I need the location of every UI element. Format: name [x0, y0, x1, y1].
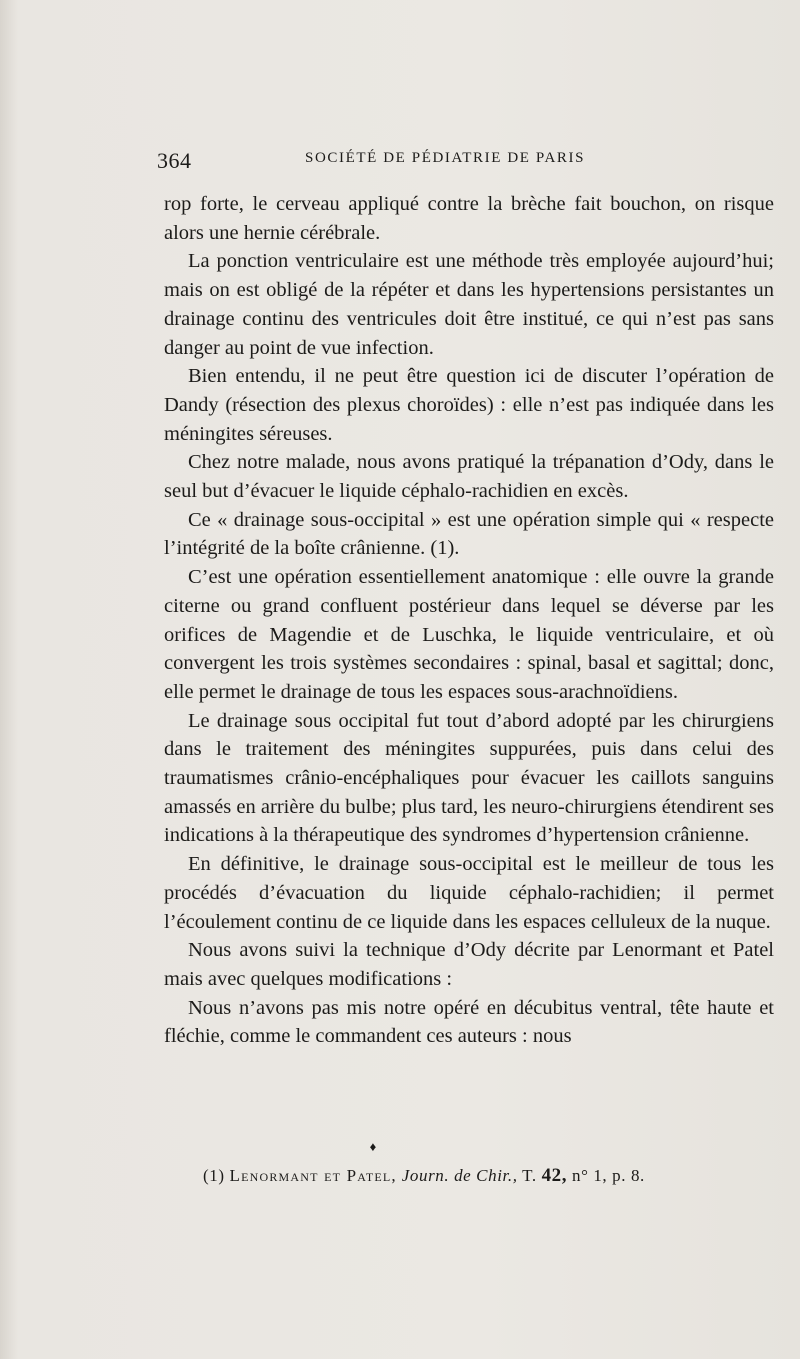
- footnote-page: p. 8.: [612, 1166, 645, 1185]
- page-header: [157, 148, 632, 180]
- paragraph-6: C’est une opération essentiellement anatomique : elle ouvre la grande citerne ou grand confluent postérieur dans lequel se déverse par les orifices de Magendie et de Luschka, le liquide ventriculaire, et où convergent les trois systèmes secondaires : spinal, basal et sagittal; donc, elle permet le drainage de tous les espaces sous-arachnoïdiens.: [164, 566, 774, 703]
- ornament-icon: ♦: [369, 1139, 377, 1154]
- paragraph-8: En définitive, le drainage sous-occipital est le meilleur de tous les procédés d’évacuation du liquide céphalo-rachidien; il permet l’écoulement continu de ce liquide dans les espaces celluleux de la nuque.: [164, 853, 774, 933]
- footnote-issue: n° 1,: [571, 1166, 608, 1185]
- page-number: 364: [157, 148, 192, 173]
- footnote-tome: 42,: [541, 1165, 568, 1186]
- paragraph-5: Ce « drainage sous-occipital » est une opération simple qui « respecte l’intégrité de la boîte crânienne. (1).: [164, 508, 774, 560]
- footnote-tome-label: T.: [522, 1166, 537, 1185]
- footnote-marker: (1): [203, 1166, 225, 1185]
- paragraph-7: Le drainage sous occipital fut tout d’abord adopté par les chirurgiens dans le traitement des méningites suppurées, puis dans celui des traumatismes crânio-encéphaliques pour évacuer les caillots sanguins amassés en arrière du bulbe; plus tard, les neuro-chirurgiens étendirent ses indications à la thérapeutique des syndromes d’hypertension crânienne.: [164, 709, 774, 847]
- footnote-authors: Lenormant et Patel,: [229, 1166, 397, 1185]
- footnote: [203, 1165, 783, 1187]
- paragraph-2: La ponction ventriculaire est une méthode très employée aujourd’hui; mais on est obligé de la répéter et dans les hypertensions persistantes un drainage continu des ventricules doit être institué, ce qui n’est pas sans danger au point de vue infection.: [164, 250, 774, 359]
- running-head: SOCIÉTÉ DE PÉDIATRIE DE PARIS: [305, 150, 586, 166]
- paragraph-9: Nous avons suivi la technique d’Ody décrite par Lenormant et Patel mais avec quelques modifications :: [164, 939, 774, 990]
- body-text: [164, 190, 774, 1051]
- paragraph-10: Nous n’avons pas mis notre opéré en décubitus ventral, tête haute et fléchie, comme le commandent ces auteurs : nous: [164, 996, 774, 1048]
- footnote-journal: Journ. de Chir.,: [401, 1166, 518, 1185]
- paragraph-3: Bien entendu, il ne peut être question ici de discuter l’opération de Dandy (résection des plexus choroïdes) : elle n’est pas indiquée dans les méningites séreuses.: [164, 365, 774, 445]
- paragraph-4: Chez notre malade, nous avons pratiqué la trépanation d’Ody, dans le seul but d’évacuer le liquide céphalo-rachidien en excès.: [164, 451, 774, 503]
- paragraph-1: rop forte, le cerveau appliqué contre la brèche fait bouchon, on risque alors une hernie cérébrale.: [164, 193, 774, 244]
